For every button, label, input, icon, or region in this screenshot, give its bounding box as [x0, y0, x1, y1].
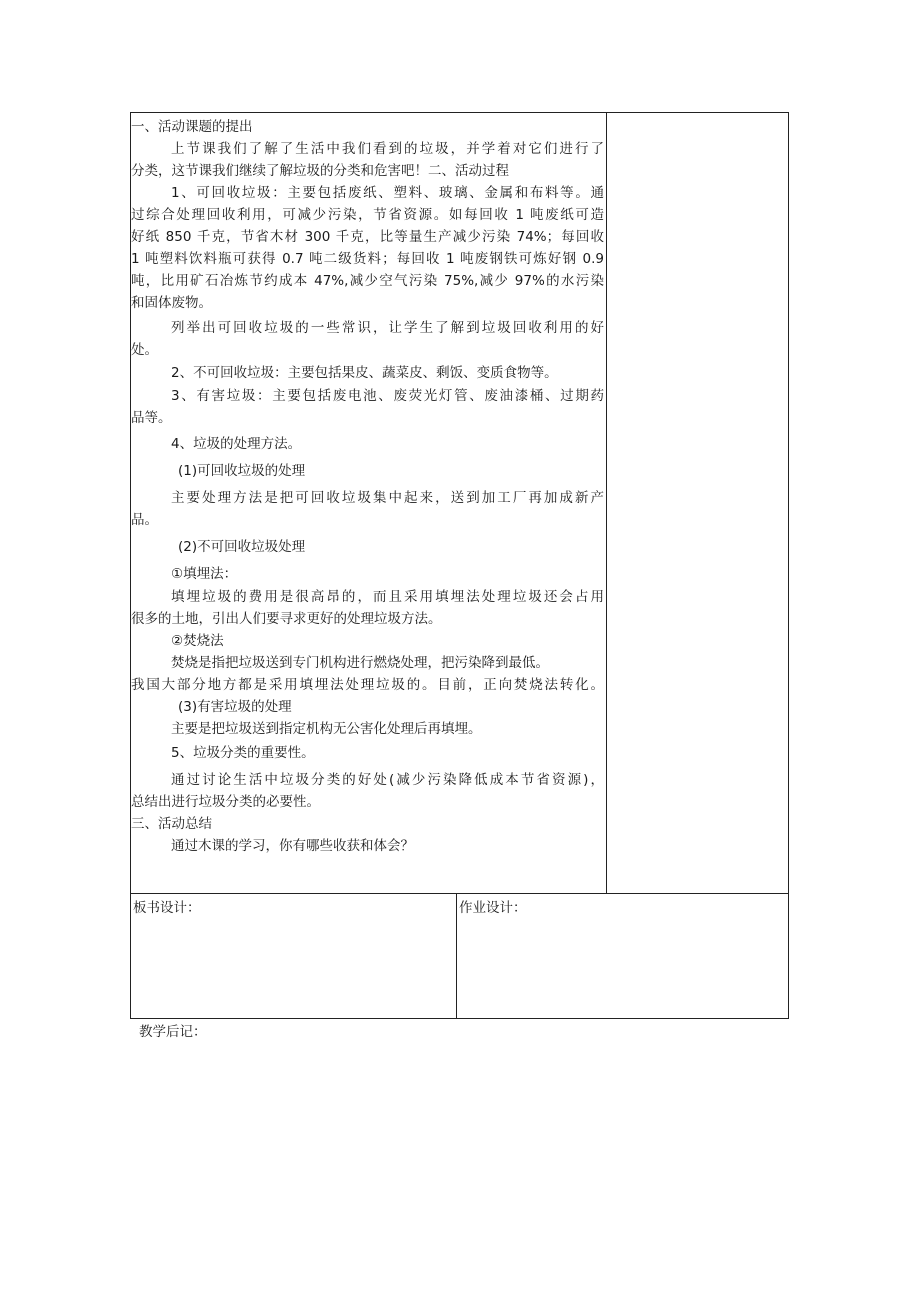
text-line: 列举出可回收垃圾的一些常识，让学生了解到垃圾回收利用的好: [171, 320, 604, 336]
text-line: 2、不可回收垃圾：主要包括果皮、蔬菜皮、剩饭、变质食物等。: [171, 365, 558, 381]
text-line: 总结出进行垃圾分类的必要性。: [131, 794, 320, 810]
text-line: 1 吨塑料饮料瓶可获得 0.7 吨二级货料；每回收 1 吨废钢铁可炼好钢 0.9: [131, 251, 604, 267]
text-line: ①填埋法：: [171, 566, 238, 582]
text-line: 主要处理方法是把可回收垃圾集中起来，送到加工厂再加成新产: [171, 490, 604, 506]
text-line: 吨，比用矿石冶炼节约成本 47%,减少空气污染 75%,减少 97%的水污染: [131, 273, 604, 289]
text-line: 分类，这节课我们继续了解垃圾的分类和危害吧！二、活动过程: [131, 163, 509, 179]
text-line: (3)有害垃圾的处理: [178, 699, 292, 715]
text-line: ②焚烧法: [171, 633, 224, 649]
homework-design-cell: [457, 894, 788, 1018]
text-line: 1、可回收垃圾：主要包括废纸、塑料、玻璃、金属和布料等。通: [171, 185, 604, 201]
text-line: 通过木课的学习，你有哪些收获和体会？: [171, 838, 414, 854]
board-design-cell: [131, 894, 457, 1018]
design-table: [130, 893, 789, 1019]
text-line: 通过讨论生活中垃圾分类的好处(减少污染降低成本节省资源)，: [171, 772, 604, 788]
text-line: (2)不可回收垃圾处理: [178, 539, 306, 555]
text-line: 填埋垃圾的费用是很高昂的，而且采用填埋法处理垃圾还会占用: [171, 589, 604, 605]
notes-side-cell: [607, 113, 788, 893]
text-line: 一、活动课题的提出: [131, 119, 253, 135]
text-line: 品等。: [131, 410, 172, 426]
text-line: 上节课我们了解了生活中我们看到的垃圾，并学着对它们进行了: [171, 141, 604, 157]
homework-design-label: 作业设计：: [459, 900, 527, 916]
text-line: 4、垃圾的处理方法。: [171, 436, 302, 452]
text-line: (1)可回收垃圾的处理: [178, 463, 306, 479]
board-design-label: 板书设计：: [133, 900, 201, 916]
text-line: 我国大部分地方都是采用填埋法处理垃圾的。目前，正向焚烧法转化。: [131, 677, 604, 693]
text-line: 三、活动总结: [131, 816, 212, 832]
text-line: 3、有害垃圾：主要包括废电池、废荧光灯管、废油漆桶、过期药: [171, 388, 604, 404]
text-line: 和固体废物。: [131, 295, 212, 311]
text-line: 好纸 850 千克，节省木材 300 千克，比等量生产减少污染 74%；每回收: [131, 229, 604, 245]
text-line: 主要是把垃圾送到指定机构无公害化处理后再填埋。: [171, 721, 482, 737]
text-line: 处。: [131, 342, 158, 358]
text-line: 5、垃圾分类的重要性。: [171, 745, 315, 761]
text-line: 很多的土地，引出人们要寻求更好的处理垃圾方法。: [131, 611, 442, 627]
text-line: 品。: [131, 512, 158, 528]
text-line: 焚烧是指把垃圾送到专门机构进行燃烧处理，把污染降到最低。: [171, 655, 549, 671]
teaching-notes-label: 教学后记：: [139, 1024, 207, 1040]
text-line: 过综合处理回收利用，可减少污染，节省资源。如每回收 1 吨废纸可造: [131, 207, 604, 223]
